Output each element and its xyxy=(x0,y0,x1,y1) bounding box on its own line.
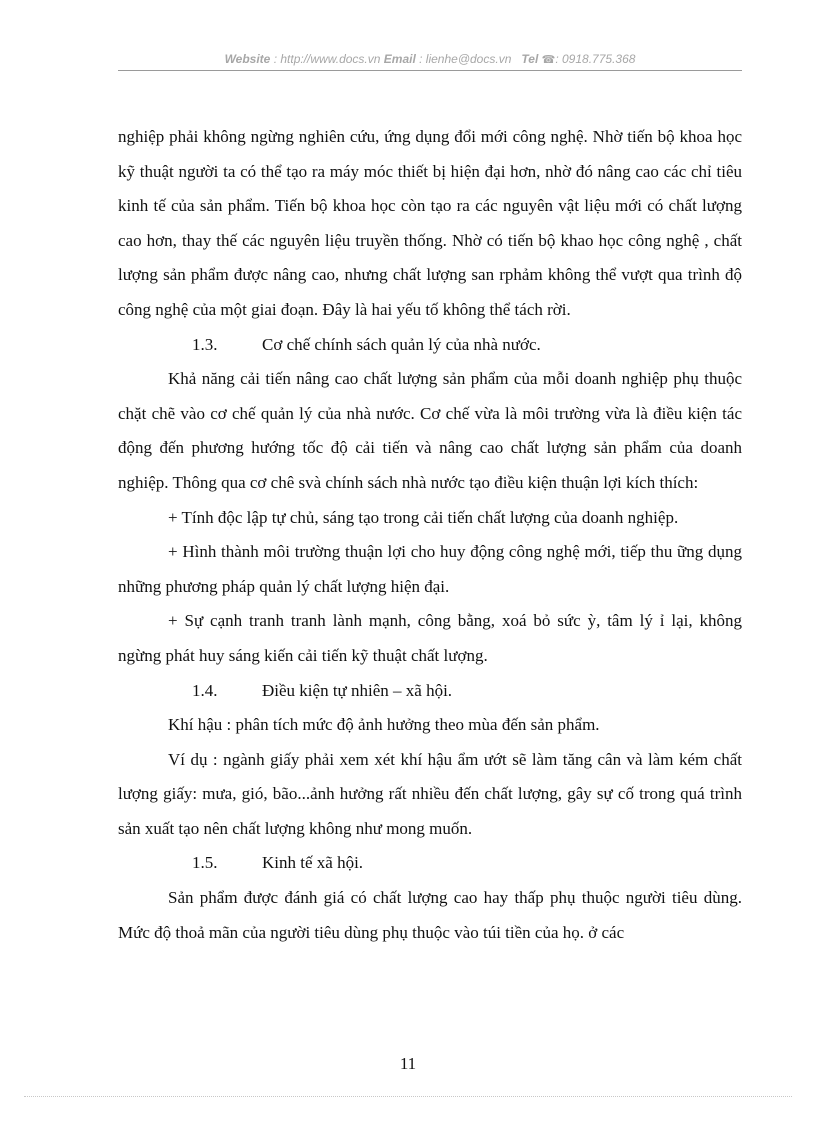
page-number: 11 xyxy=(399,1054,417,1073)
page-header xyxy=(118,52,742,66)
section-number: 1.5. xyxy=(192,853,218,873)
paragraph-policy: Khả năng cải tiến nâng cao chất lượng sản phẩm của mỗi doanh nghiệp phụ thuộc chặt chẽ vào cơ chế quản lý của nhà nước. Cơ chế vừa là môi trường vừa là điều kiện tác động đến phương hướng tốc độ cải tiến và nâng cao chất lượng sản phẩm của doanh nghiệp. Thông qua cơ chê svà chính sách nhà nước tạo điều kiện thuận lợi kích thích: xyxy=(118,369,742,492)
section-title: Kinh tế xã hội. xyxy=(262,853,364,873)
phone-icon: ☎ xyxy=(541,54,556,66)
bullet-environment: + Hình thành môi trường thuận lợi cho huy động công nghệ mới, tiếp thu ững dụng những phương pháp quản lý chất lượng hiện đại. xyxy=(118,542,742,596)
bullet-competition: + Sự cạnh tranh tranh lành mạnh, công bằng, xoá bỏ sức ỳ, tâm lý ỉ lại, không ngừng phát huy sáng kiến cải tiến kỹ thuật chất lượng. xyxy=(118,611,742,665)
paragraph-example: Ví dụ : ngành giấy phải xem xét khí hậu ẩm ướt sẽ làm tăng cân và làm kém chất lượng giấy: mưa, gió, bão...ảnh hưởng rất nhiều đến chất lượng, gây sự cố trong quá trình sản xuất tạo nên chất lượng không như mong muốn. xyxy=(118,749,742,838)
email-separator: : xyxy=(415,52,426,66)
tel-label: Tel xyxy=(521,52,539,66)
section-title: Cơ chế chính sách quản lý của nhà nước. xyxy=(262,334,541,354)
paragraph-economy: Sản phẩm được đánh giá có chất lượng cao hay thấp phụ thuộc người tiêu dùng. Mức độ thoả mãn của người tiêu dùng phụ thuộc vào túi tiền của họ. ở các xyxy=(118,888,742,942)
email-address: lienhe@docs.vn xyxy=(425,52,512,66)
phone-number: : 0918.775.368 xyxy=(555,52,636,66)
header-divider xyxy=(118,70,742,71)
section-number: 1.3. xyxy=(192,334,218,354)
section-heading-1-5 xyxy=(118,846,742,881)
paragraph-climate: Khí hậu : phân tích mức độ ảnh hưởng theo mùa đến sản phẩm. xyxy=(168,715,600,735)
website-separator: : xyxy=(270,52,281,66)
section-number: 1.4. xyxy=(192,680,218,700)
website-label: Website xyxy=(224,52,271,66)
footer-divider xyxy=(24,1096,792,1097)
bullet-independence: + Tính độc lập tự chủ, sáng tạo trong cải tiến chất lượng của doanh nghiệp. xyxy=(168,507,679,527)
email-label: Email xyxy=(383,52,416,66)
website-url: http://www.docs.vn xyxy=(280,52,381,66)
paragraph-technology: nghiệp phải không ngừng nghiên cứu, ứng dụng đổi mới công nghệ. Nhờ tiến bộ khoa học kỹ thuật người ta có thể tạo ra máy móc thiết bị hiện đại hơn, nhờ đó nâng cao các chỉ tiêu kinh tế của sản phẩm. Tiến bộ khoa học còn tạo ra các nguyên vật liệu mới có chất lượng cao hơn, thay thế các nguyên liệu truyền thống. Nhờ có tiến bộ khao học công nghệ , chất lượng sản phẩm được nâng cao, nhưng chất lượng san rphảm không thể vượt qua trình độ công nghệ của một giai đoạn. Đây là hai yếu tố không thể tách rời. xyxy=(118,127,742,319)
section-heading-1-3 xyxy=(118,328,742,363)
document-body xyxy=(118,120,742,950)
section-title: Điều kiện tự nhiên – xã hội. xyxy=(262,680,453,700)
section-heading-1-4 xyxy=(118,674,742,709)
